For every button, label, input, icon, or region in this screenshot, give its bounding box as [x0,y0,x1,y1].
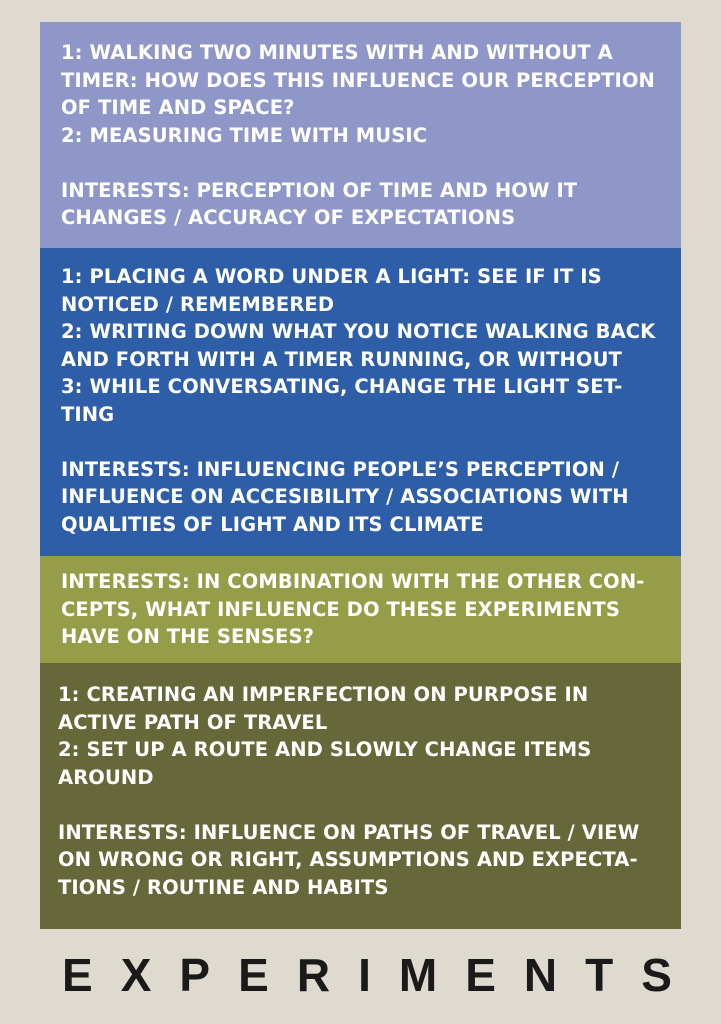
title-letter: E [238,949,269,1001]
title-letter: X [120,949,152,1001]
title-letter: N [523,949,558,1001]
interest-line: INTERESTS: PERCEPTION OF TIME AND HOW IT [61,178,578,202]
experiment-line: 2: MEASURING TIME WITH MUSIC [61,123,428,147]
experiment-line: TIMER: HOW DOES THIS INFLUENCE OUR PERCEPTION [61,68,655,92]
interest-line: CEPTS, WHAT INFLUENCE DO THESE EXPERIMENTS [61,597,620,621]
interest-line: INTERESTS: INFLUENCING PEOPLE’S PERCEPTION / [61,457,620,481]
title-letter: P [179,949,211,1001]
interest-line: INFLUENCE ON ACCESIBILITY / ASSOCIATIONS WITH [61,485,629,508]
experiment-panel-paths [40,663,681,929]
experiment-line: NOTICED / REMEMBERED [61,292,335,316]
interest-line: CHANGES / ACCURACY OF EXPECTATIONS [61,206,516,229]
interest-line: QUALITIES OF LIGHT AND ITS CLIMATE [61,512,484,536]
title-letter: E [465,949,496,1001]
paragraph-gap [58,791,681,819]
experiment-line: TING [61,402,115,426]
interest-line: HAVE ON THE SENSES? [61,625,315,648]
paragraph-gap [61,149,681,177]
experiment-panel-senses [40,556,681,663]
experiment-line: AND FORTH WITH A TIMER RUNNING, OR WITHOUT [61,347,622,371]
title-letter: I [358,949,371,1001]
experiment-line: 1: PLACING A WORD UNDER A LIGHT: SEE IF IT IS [61,265,602,288]
experiment-line: 2: SET UP A ROUTE AND SLOWLY CHANGE ITEMS [58,738,592,761]
experiment-line: AROUND [58,765,154,789]
interest-line: INTERESTS: IN COMBINATION WITH THE OTHER CON- [61,570,645,593]
title-letter: T [585,949,614,1001]
experiment-line: 1: CREATING AN IMPERFECTION ON PURPOSE IN [58,683,589,706]
page-title [62,947,672,1003]
title-letter: S [641,949,672,1001]
title-letter: M [398,949,438,1001]
interest-line: TIONS / ROUTINE AND HABITS [58,875,389,899]
experiment-line: 3: WHILE CONVERSATING, CHANGE THE LIGHT SET- [61,375,623,398]
experiment-line: 1: WALKING TWO MINUTES WITH AND WITHOUT A [61,41,613,64]
experiment-panel-walking-time [40,22,681,248]
experiment-panel-light [40,248,681,556]
interest-line: ON WRONG OR RIGHT, ASSUMPTIONS AND EXPECTA- [58,848,638,871]
title-letter: R [296,949,331,1001]
experiment-line: OF TIME AND SPACE? [61,96,295,119]
experiment-line: ACTIVE PATH OF TRAVEL [58,710,328,734]
interest-line: INTERESTS: INFLUENCE ON PATHS OF TRAVEL / VIEW [58,820,640,844]
experiment-line: 2: WRITING DOWN WHAT YOU NOTICE WALKING BACK [61,320,656,343]
title-letter: E [62,949,93,1001]
paragraph-gap [61,428,681,456]
